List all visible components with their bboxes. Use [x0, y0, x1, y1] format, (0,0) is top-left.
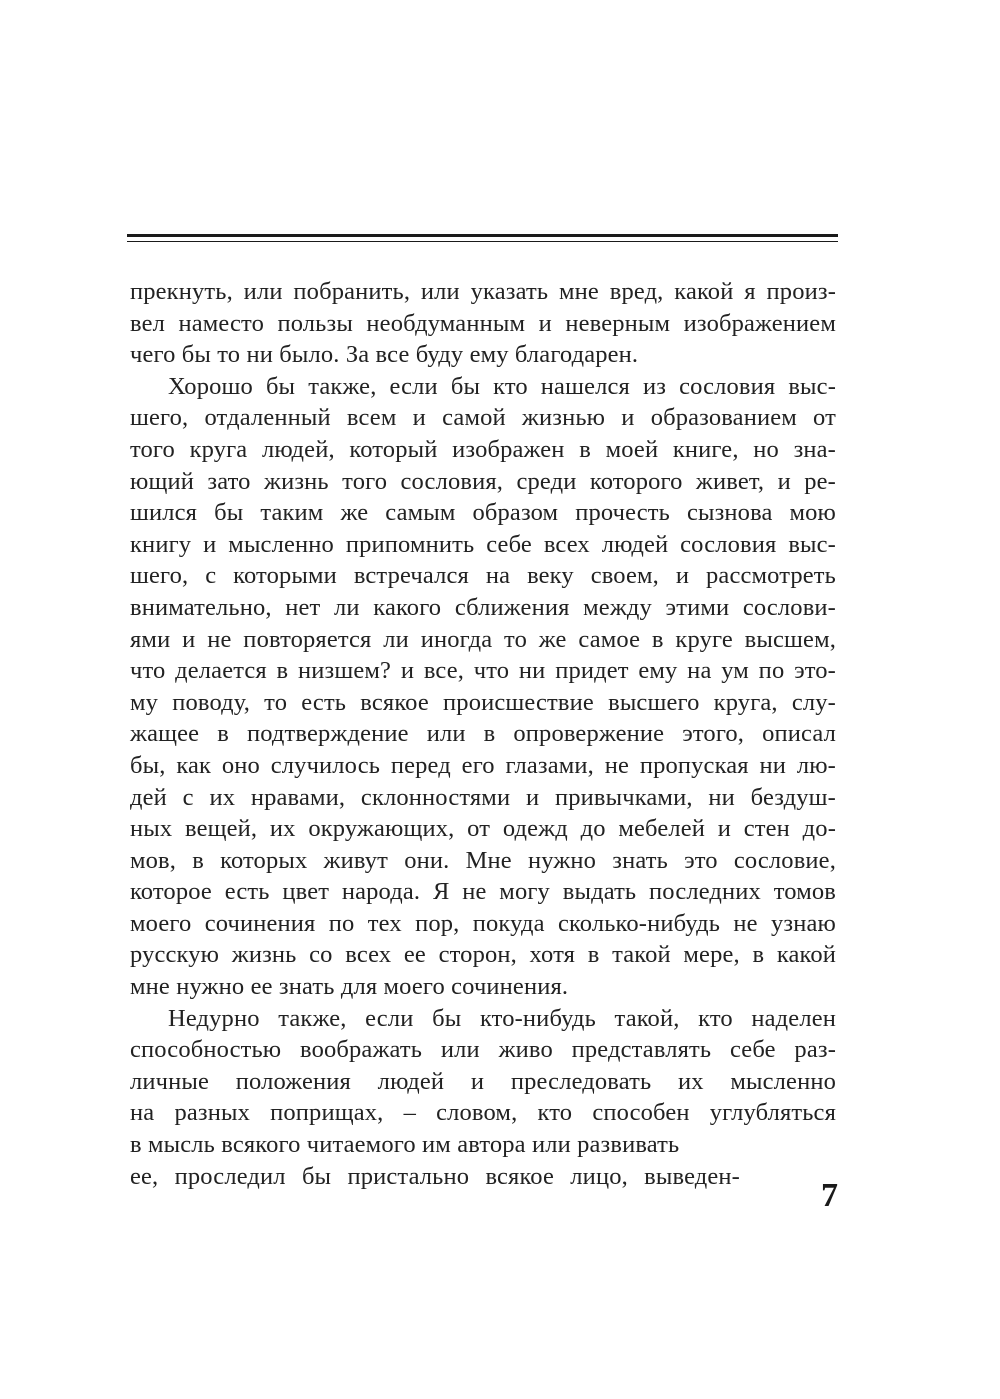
text-line: бы, как оно случилось перед его глазами, не пропуская ни лю-: [130, 751, 836, 779]
header-double-rule: [127, 234, 838, 242]
body-text: [130, 276, 836, 1192]
text-line: того круга людей, который изображен в моей книге, но зна-: [130, 435, 836, 463]
text-line: внимательно, нет ли какого сближения между этими сослови-: [130, 593, 836, 621]
page-number: 7: [821, 1177, 838, 1214]
text-line: ее, проследил бы пристально всякое лицо, выведен-: [130, 1162, 740, 1190]
text-line: чего бы то ни было. За все буду ему благодарен.: [130, 341, 639, 369]
text-line: Недурно также, если бы кто-нибудь такой, кто наделен: [168, 1004, 836, 1032]
text-line: ных вещей, их окружающих, от одежд до мебелей и стен до-: [130, 815, 836, 843]
text-line: в мысль всякого читаемого им автора или развивать: [130, 1131, 680, 1159]
text-line: прекнуть, или побранить, или указать мне вред, какой я произ-: [130, 278, 836, 305]
text-line: способностью воображать или живо представлять себе раз-: [130, 1036, 836, 1064]
paragraph-1: [130, 276, 836, 371]
text-line: русскую жизнь со всех ее сторон, хотя в такой мере, в какой: [130, 941, 836, 969]
text-line: дей с их нравами, склонностями и привычками, ни бездуш-: [130, 783, 836, 811]
text-line: моего сочинения по тех пор, покуда сколько-нибудь не узнаю: [130, 909, 836, 937]
text-line: мов, в которых живут они. Мне нужно знать это сословие,: [130, 846, 836, 874]
text-line: ющий зато жизнь того сословия, среди которого живет, и ре-: [130, 467, 836, 495]
text-line: личные положения людей и преследовать их мысленно: [130, 1067, 836, 1095]
paragraph-2: [130, 371, 836, 1003]
text-line: что делается в низшем? и все, что ни придет ему на ум по это-: [130, 657, 836, 685]
text-line: му поводу, то есть всякое происшествие высшего круга, слу-: [130, 688, 836, 716]
text-line: Хорошо бы также, если бы кто нашелся из сословия выс-: [168, 372, 836, 400]
text-line: книгу и мысленно припомнить себе всех людей сословия выс-: [130, 530, 836, 558]
text-line: шего, отдаленный всем и самой жизнью и образованием от: [130, 404, 836, 432]
text-line: жащее в подтверждение или в опровержение этого, описал: [130, 720, 836, 748]
header-rule-thin: [127, 241, 838, 242]
text-line: вел наместо пользы необдуманным и неверным изображением: [130, 309, 836, 337]
text-line: шился бы таким же самым образом прочесть сызнова мою: [130, 499, 836, 527]
header-rule-thick: [127, 234, 838, 237]
text-line: на разных поприщах, – словом, кто способен углубляться: [130, 1099, 836, 1127]
text-line: ями и не повторяется ли иногда то же самое в круге высшем,: [130, 625, 836, 653]
paragraph-3: [130, 1003, 836, 1193]
text-line: которое есть цвет народа. Я не могу выдать последних томов: [130, 878, 836, 906]
text-line: мне нужно ее знать для моего сочинения.: [130, 973, 569, 1001]
text-line: шего, с которыми встречался на веку своем, и рассмотреть: [130, 562, 836, 590]
